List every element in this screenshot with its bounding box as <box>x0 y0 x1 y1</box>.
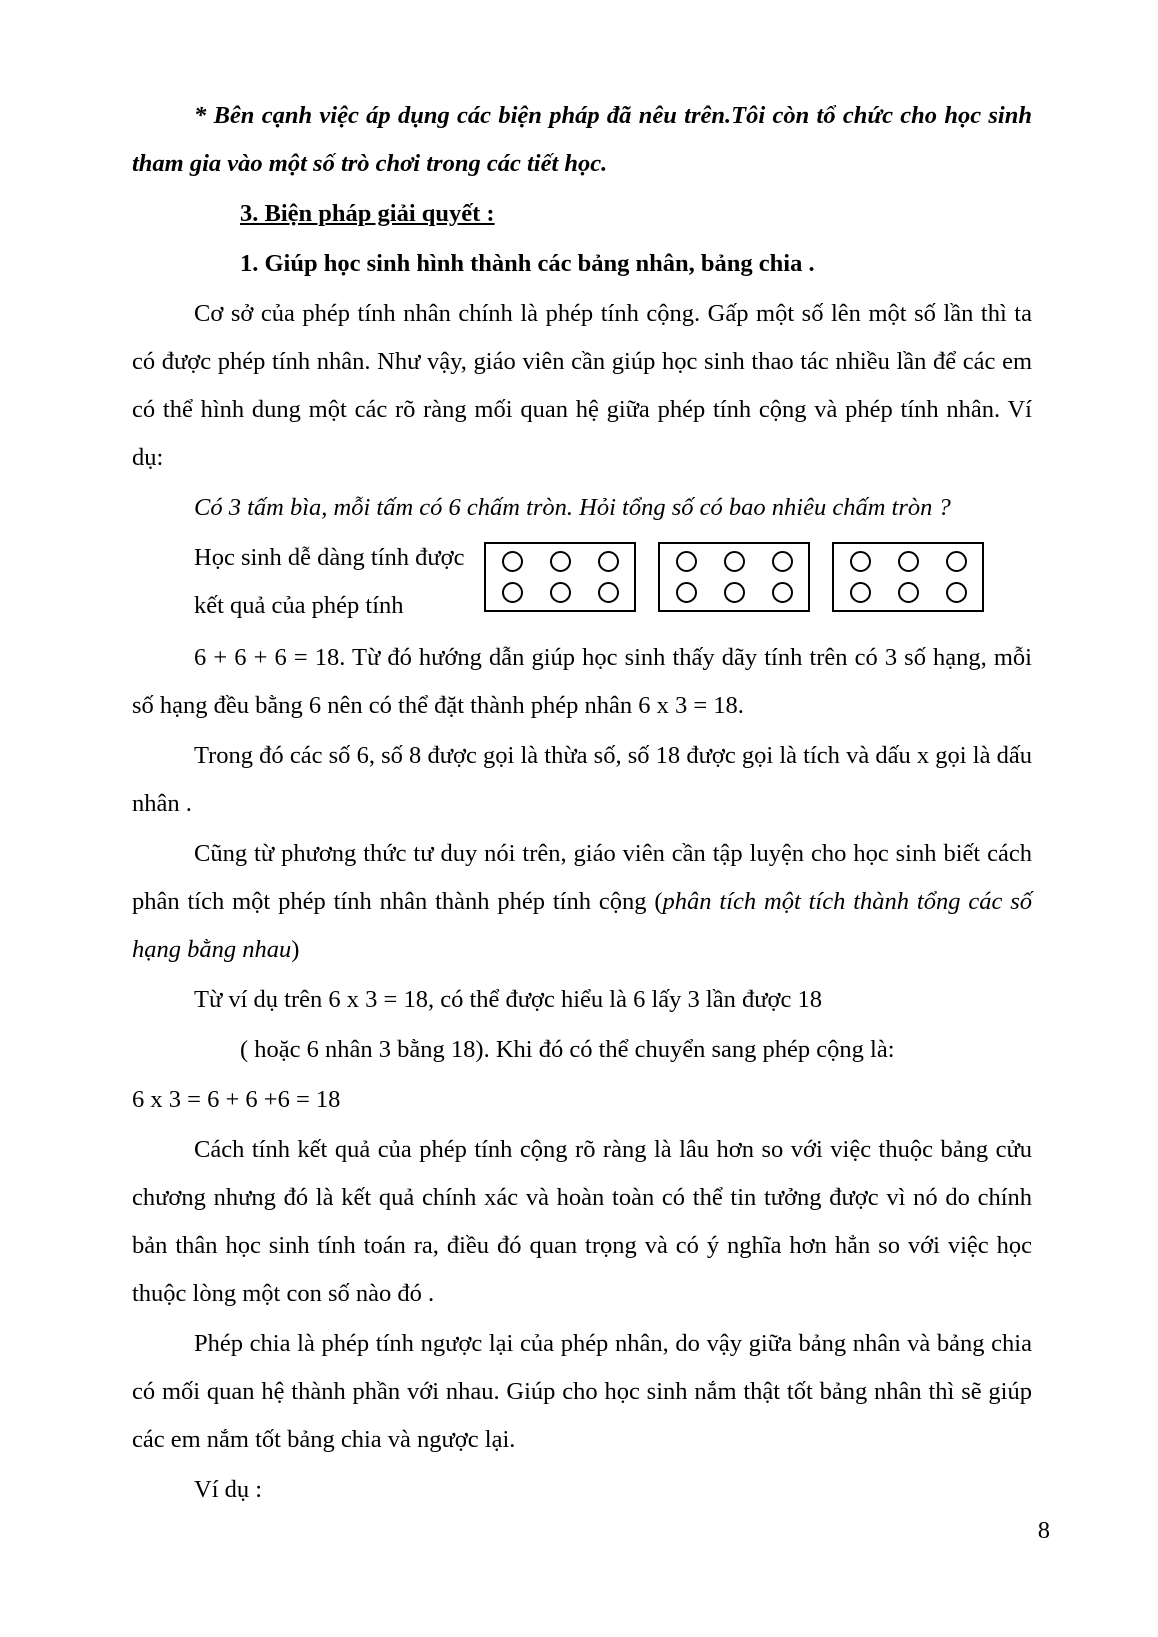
paragraph-body-4-emphasis: phân tích một tích thành tổng các số hạng bằng nhau <box>132 888 1032 963</box>
paragraph-body-7: Cách tính kết quả của phép tính cộng rõ ràng là lâu hơn so với việc thuộc bảng cửu chương nhưng đó là kết quả chính xác và hoàn toàn có thể tin tưởng được vì nó do chính bản thân học sinh tính toán ra, điều đó quan trọng và có ý nghĩa hơn hẳn so với việc học thuộc lòng một con số nào đó . <box>132 1136 1032 1307</box>
paragraph-body-8: Phép chia là phép tính ngược lại của phép nhân, do vậy giữa bảng nhân và bảng chia có mối quan hệ thành phần với nhau. Giúp cho học sinh nắm thật tốt bảng nhân thì sẽ giúp các em nắm tốt bảng chia và ngược lại. <box>132 1330 1032 1453</box>
dot-card <box>484 542 636 612</box>
paragraph-body-1: Cơ sở của phép tính nhân chính là phép tính cộng. Gấp một số lên một số lần thì ta có được phép tính nhân. Như vậy, giáo viên cần giúp học sinh thao tác nhiều lần để các em có thể hình dung một các rõ ràng mối quan hệ giữa phép tính cộng và phép tính nhân. Ví dụ: <box>132 300 1032 471</box>
circle-dot-icon <box>724 551 745 572</box>
dot-cards-group <box>484 542 984 612</box>
dot-card <box>832 542 984 612</box>
circle-dot-icon <box>550 582 571 603</box>
dots-illustration-caption: Học sinh dễ dàng tính được kết quả của phép tính <box>194 544 465 619</box>
paragraph-body-3: Trong đó các số 6, số 8 được gọi là thừa số, số 18 được gọi là tích và dấu x gọi là dấu nhân . <box>132 742 1032 817</box>
circle-dot-icon <box>772 551 793 572</box>
paragraph-heading-1: 1. Giúp học sinh hình thành các bảng nhân, bảng chia . <box>240 250 815 277</box>
circle-dot-icon <box>550 551 571 572</box>
circle-dot-icon <box>502 582 523 603</box>
circle-dot-icon <box>946 582 967 603</box>
paragraph-example-question: Có 3 tấm bìa, mỗi tấm có 6 chấm tròn. Hỏi tổng số có bao nhiêu chấm tròn ? <box>194 494 951 521</box>
paragraph-body-4-close: ) <box>291 936 300 963</box>
circle-dot-icon <box>850 582 871 603</box>
circle-dot-icon <box>598 551 619 572</box>
dots-illustration-block <box>132 534 1032 634</box>
circle-dot-icon <box>724 582 745 603</box>
paragraph-body-2: 6 + 6 + 6 = 18. Từ đó hướng dẫn giúp học sinh thấy dãy tính trên có 3 số hạng, mỗi số hạng đều bằng 6 nên có thể đặt thành phép nhân 6 x 3 = 18. <box>132 644 1032 719</box>
circle-dot-icon <box>676 551 697 572</box>
paragraph-intro-note: * Bên cạnh việc áp dụng các biện pháp đã nêu trên.Tôi còn tổ chức cho học sinh tham gia vào một số trò chơi trong các tiết học. <box>132 102 1032 177</box>
circle-dot-icon <box>946 551 967 572</box>
circle-dot-icon <box>598 582 619 603</box>
circle-dot-icon <box>898 551 919 572</box>
paragraph-equation: 6 x 3 = 6 + 6 +6 = 18 <box>132 1086 341 1113</box>
circle-dot-icon <box>850 551 871 572</box>
page-number: 8 <box>1037 1517 1050 1544</box>
heading-3-text: 3. Biện pháp giải quyết : <box>240 200 495 227</box>
circle-dot-icon <box>676 582 697 603</box>
paragraph-body-6: ( hoặc 6 nhân 3 bằng 18). Khi đó có thể chuyển sang phép cộng là: <box>240 1036 895 1063</box>
paragraph-body-9: Ví dụ : <box>194 1476 263 1503</box>
circle-dot-icon <box>502 551 523 572</box>
dot-card <box>658 542 810 612</box>
document-body <box>132 92 1032 1516</box>
circle-dot-icon <box>898 582 919 603</box>
paragraph-body-4-lead: Cũng từ phương thức tư duy nói trên, giáo viên cần tập luyện cho học sinh biết cách phân tích một phép tính nhân thành phép tính cộng ( <box>132 840 1032 915</box>
circle-dot-icon <box>772 582 793 603</box>
paragraph-body-5: Từ ví dụ trên 6 x 3 = 18, có thể được hiểu là 6 lấy 3 lần được 18 <box>194 986 822 1013</box>
paragraph-body-4 <box>132 830 1032 974</box>
paragraph-heading-3 <box>132 190 1032 238</box>
